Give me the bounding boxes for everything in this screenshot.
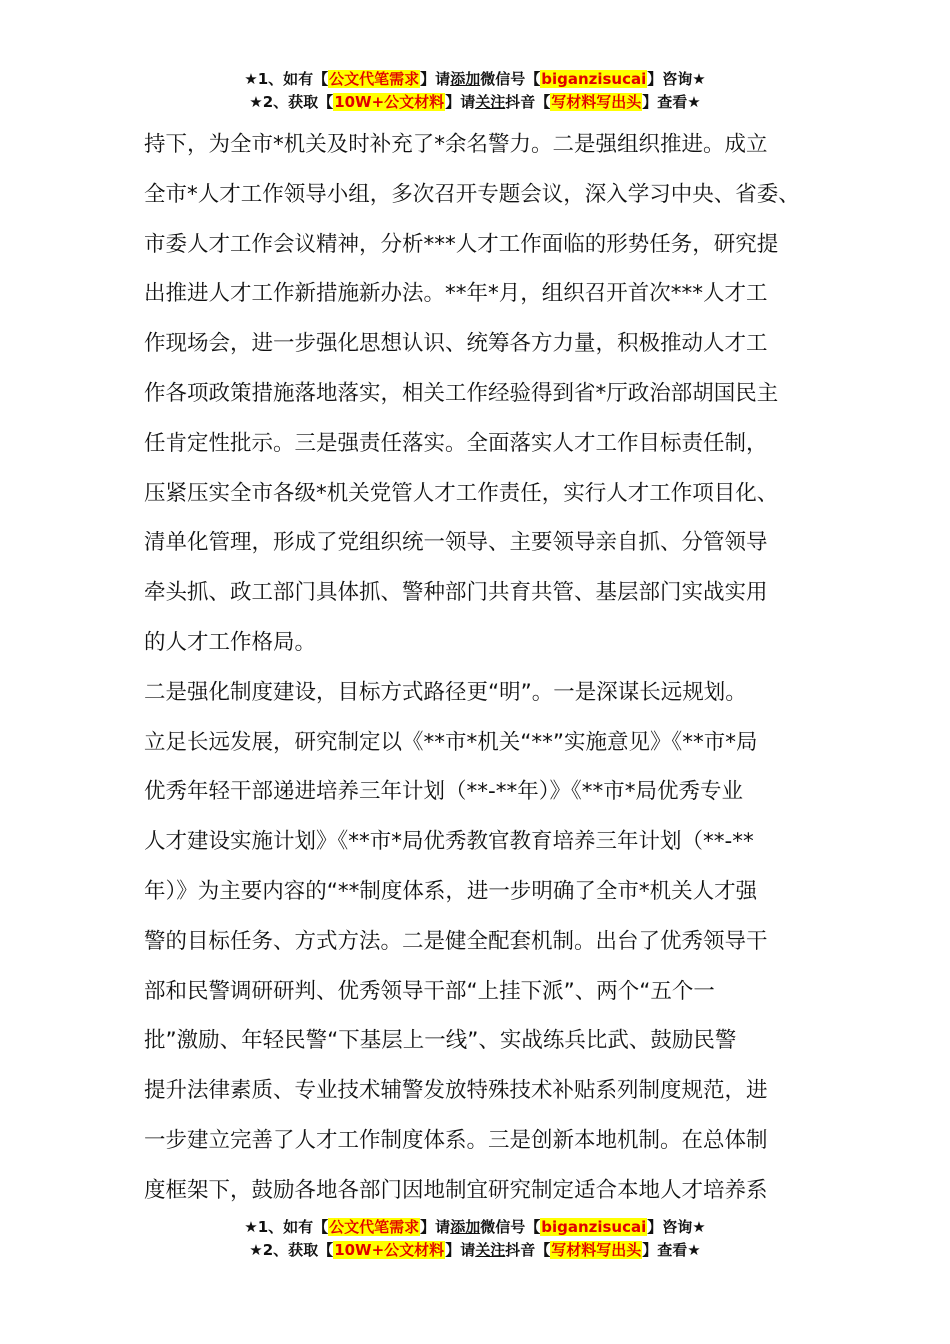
body-line: 牵头抓、政工部门具体抓、警种部门共育共管、基层部门实战实用 (144, 580, 768, 606)
highlight-wechat-id: biganzisucai (541, 1218, 647, 1236)
body-line: 全市*人才工作领导小组，多次召开专题会议，深入学习中央、省委、 (144, 181, 800, 207)
body-line: 度框架下，鼓励各地各部门因地制宜研究制定适合本地人才培养系 (144, 1177, 768, 1203)
body-line: 一步建立完善了人才工作制度体系。三是创新本地机制。在总体制 (144, 1127, 768, 1153)
highlight-douyin-account: 写材料写出头 (551, 93, 642, 111)
underlined-word: 添加 (450, 1218, 481, 1236)
body-line: 的人才工作格局。 (144, 629, 317, 655)
underlined-word: 添加 (450, 70, 481, 88)
banner-text: 】请 (445, 93, 476, 111)
document-body (144, 120, 824, 1216)
star-icon: ★ (249, 93, 263, 111)
body-line: 作现场会，进一步强化思想认识、统筹各方力量，积极推动人才工 (144, 331, 768, 357)
highlight-service: 公文代笔需求 (329, 70, 420, 88)
banner-text: 抖音【 (505, 93, 551, 111)
body-line: 批”激励、年轻民警“下基层上一线”、实战练兵比武、鼓励民警 (144, 1028, 737, 1054)
body-line: 年）》为主要内容的“**制度体系，进一步明确了全市*机关人才强 (144, 878, 758, 904)
body-line: 作各项政策措施落地落实，相关工作经验得到省*厅政治部胡国民主 (144, 380, 779, 406)
banner-text: 】查看★ (642, 93, 701, 111)
highlight-materials: 10W+公文材料 (334, 1241, 445, 1259)
body-line: 任肯定性批示。三是强责任落实。全面落实人才工作目标责任制， (144, 430, 768, 456)
banner-line-1 (0, 1216, 950, 1239)
body-line: 持下，为全市*机关及时补充了*余名警力。二是强组织推进。成立 (144, 132, 768, 157)
body-line: 压紧压实全市各级*机关党管人才工作责任，实行人才工作项目化、 (144, 480, 779, 506)
underlined-word: 关注 (475, 93, 506, 111)
banner-text: 2、获取【 (262, 1241, 334, 1259)
body-line: 提升法律素质、专业技术辅警发放特殊技术补贴系列制度规范，进 (144, 1078, 768, 1104)
body-line: 人才建设实施计划》《**市*局优秀教官教育培养三年计划（**-** (144, 829, 754, 855)
banner-text: 微信号【 (480, 1218, 541, 1236)
highlight-service: 公文代笔需求 (329, 1218, 420, 1236)
banner-text: 抖音【 (505, 1241, 551, 1259)
highlight-materials: 10W+公文材料 (334, 93, 445, 111)
header-banner (0, 68, 950, 114)
banner-line-2 (0, 1239, 950, 1262)
body-line: 部和民警调研研判、优秀领导干部“上挂下派”、两个“五个一 (144, 978, 715, 1004)
highlight-wechat-id: biganzisucai (541, 70, 647, 88)
banner-text: 2、获取【 (262, 93, 334, 111)
banner-text: 】咨询★ (647, 1218, 706, 1236)
star-icon: ★ (244, 1218, 258, 1236)
banner-text: 微信号【 (480, 70, 541, 88)
banner-line-2 (0, 91, 950, 114)
star-icon: ★ (244, 70, 258, 88)
body-line: 优秀年轻干部递进培养三年计划（**-**年）》《**市*局优秀专业 (144, 779, 744, 805)
body-line: 清单化管理，形成了党组织统一领导、主要领导亲自抓、分管领导 (144, 530, 768, 556)
underlined-word: 关注 (475, 1241, 506, 1259)
body-line: 立足长远发展，研究制定以《**市*机关“**”实施意见》《**市*局 (144, 729, 758, 755)
banner-text: 】咨询★ (647, 70, 706, 88)
star-icon: ★ (249, 1241, 263, 1259)
footer-banner (0, 1216, 950, 1262)
banner-text: 】请 (420, 1218, 451, 1236)
banner-text: 1、如有【 (257, 1218, 329, 1236)
highlight-douyin-account: 写材料写出头 (551, 1241, 642, 1259)
body-line: 警的目标任务、方式方法。二是健全配套机制。出台了优秀领导干 (144, 928, 768, 954)
body-line: 出推进人才工作新措施新办法。**年*月，组织召开首次***人才工 (144, 281, 768, 307)
banner-text: 】请 (445, 1241, 476, 1259)
body-line: 二是强化制度建设，目标方式路径更“明”。一是深谋长远规划。 (144, 679, 747, 705)
body-line: 市委人才工作会议精神，分析***人才工作面临的形势任务，研究提 (144, 231, 779, 257)
banner-text: 】请 (420, 70, 451, 88)
banner-text: 1、如有【 (257, 70, 329, 88)
banner-line-1 (0, 68, 950, 91)
banner-text: 】查看★ (642, 1241, 701, 1259)
